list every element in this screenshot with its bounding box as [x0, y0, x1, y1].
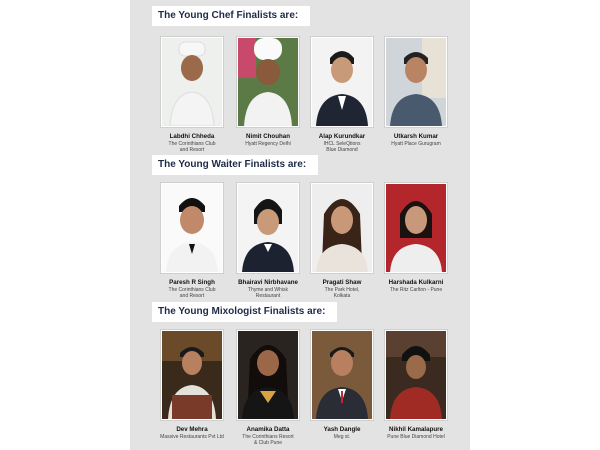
finalist-photo [160, 182, 224, 274]
finalist-card [232, 329, 304, 446]
finalist-photo [236, 182, 300, 274]
finalist-organization: Pune Blue Diamond Hotel [387, 434, 445, 440]
finalist-card [306, 182, 378, 299]
finalist-organization: Hyatt Place Gurugram [391, 141, 441, 147]
finalist-organization: The Park Hotel, Kolkata [324, 287, 360, 300]
young-chef-heading: The Young Chef Finalists are: [152, 6, 310, 26]
finalist-organization: Thyme and Whisk Restaurant [247, 287, 288, 300]
finalist-photo [160, 36, 224, 128]
finalist-name: Paresh R Singh [169, 279, 215, 286]
finalist-name: Alap Kurundkar [318, 133, 366, 140]
finalist-card [380, 182, 452, 293]
finalist-photo [310, 329, 374, 421]
finalist-card [380, 329, 452, 440]
finalist-photo [384, 329, 448, 421]
finalist-name: Harshada Kulkarni [388, 279, 444, 286]
finalist-photo [310, 182, 374, 274]
finalist-card [232, 36, 304, 147]
finalist-organization: IHCL SeleQtions Blue Diamond [323, 141, 361, 154]
finalist-photo [236, 329, 300, 421]
finalist-card [306, 329, 378, 440]
finalist-name: Bhairavi Nirbhavane [238, 279, 298, 286]
finalist-organization: Meg st. [333, 434, 351, 440]
finalist-photo [160, 329, 224, 421]
finalist-name: Nimit Chouhan [246, 133, 290, 140]
finalist-name: Labdhi Chheda [169, 133, 215, 140]
finalist-name: Anamika Datta [246, 426, 290, 433]
finalist-name: Yash Dangle [323, 426, 361, 433]
finalist-card [380, 36, 452, 147]
young-waiter-heading: The Young Waiter Finalists are: [152, 155, 318, 175]
finalist-photo [310, 36, 374, 128]
finalist-card [156, 329, 228, 440]
finalist-organization: The Corinthians Club and Resort [168, 287, 216, 300]
finalist-organization: Hyatt Regency Delhi [245, 141, 291, 147]
finalist-name: Pragati Shaw [322, 279, 362, 286]
finalist-card [156, 182, 228, 299]
finalist-name: Dev Mehra [176, 426, 208, 433]
finalist-photo [384, 36, 448, 128]
finalist-photo [384, 182, 448, 274]
finalist-name: Nikhil Kamalapure [389, 426, 443, 433]
finalist-card [306, 36, 378, 153]
young-mixologist-heading: The Young Mixologist Finalists are: [152, 302, 337, 322]
finalist-organization: Massive Restaurants Pvt Ltd [160, 434, 224, 440]
finalist-organization: The Corinthians Resort & Club Pune [242, 434, 294, 447]
finalist-card [232, 182, 304, 299]
finalist-name: Utkarsh Kumar [393, 133, 439, 140]
finalist-organization: The Corinthians Club and Resort [168, 141, 216, 154]
finalist-photo [236, 36, 300, 128]
finalist-card [156, 36, 228, 153]
finalist-organization: The Ritz Carlton - Pune [389, 287, 443, 293]
